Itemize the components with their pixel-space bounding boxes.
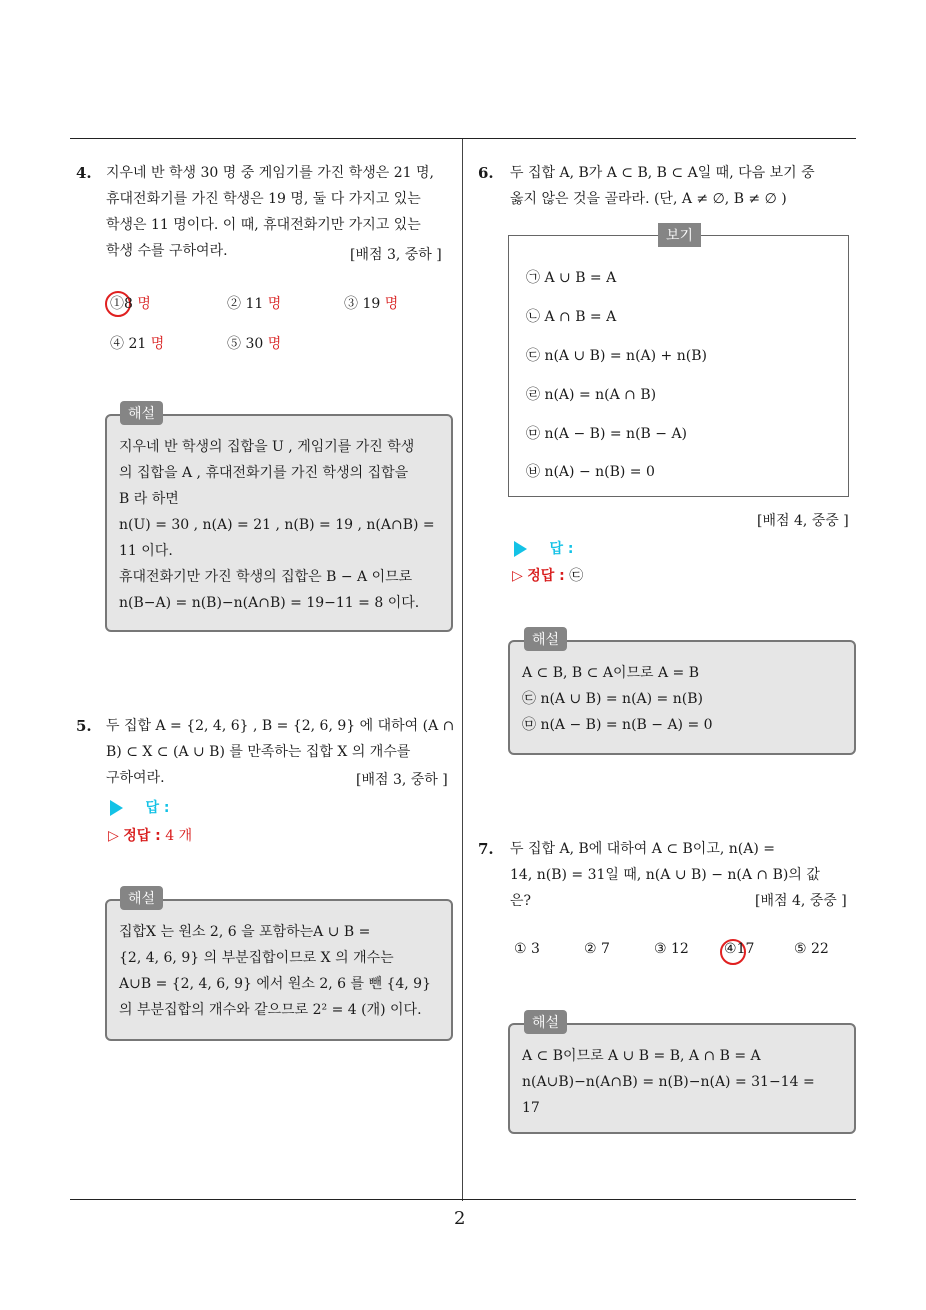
expl-line: B 라 하면 [119, 491, 179, 507]
q5-line: B) ⊂ X ⊂ (A ∪ B) 를 만족하는 집합 X 의 개수를 [106, 744, 411, 760]
q4-line: 학생은 11 명이다. 이 때, 휴대전화기만 가지고 있는 [106, 217, 421, 233]
q7-line: 두 집합 A, B에 대하여 A ⊂ B이고, n(A) = [510, 841, 775, 857]
expl-line: 지우네 반 학생의 집합을 U , 게임기를 가진 학생 [119, 439, 415, 455]
expl-line: {2, 4, 6, 9} 의 부분집합이므로 X 의 개수는 [119, 950, 394, 966]
q7-number: 7. [478, 840, 494, 858]
q4-line: 학생 수를 구하여라. [106, 243, 228, 259]
q4-line: 휴대전화기를 가진 학생은 19 명, 둘 다 가지고 있는 [106, 191, 421, 207]
q6-item: ㉣ n(A) = n(A ∩ B) [526, 387, 657, 403]
q4-score: [배점 3, 중하 ] [350, 247, 442, 263]
expl-line: n(U) = 30 , n(A) = 21 , n(B) = 19 , n(A∩B) = [119, 517, 435, 533]
q4-choice-2[interactable]: ② 11 명 [227, 296, 282, 312]
outline-triangle-icon: ▷ [512, 568, 523, 584]
q6-bogi-tag: 보기 [658, 223, 701, 247]
expl-line: 의 집합을 A , 휴대전화기를 가진 학생의 집합을 [119, 465, 409, 481]
q5-explanation-tag: 해설 [120, 886, 163, 910]
outline-triangle-icon: ▷ [108, 828, 119, 844]
q6-text [510, 160, 860, 212]
q6-correct-label: 정답 : [527, 568, 565, 584]
q5-answer-row [110, 797, 169, 817]
expl-line: n(B−A) = n(B)−n(A∩B) = 19−11 = 8 이다. [119, 595, 420, 611]
play-triangle-icon [514, 541, 527, 557]
expl-line: 17 [522, 1100, 540, 1116]
expl-line: n(A∪B)−n(A∩B) = n(B)−n(A) = 31−14 = [522, 1074, 815, 1090]
q6-item: ㉥ n(A) − n(B) = 0 [526, 464, 655, 480]
q4-choice-3[interactable]: ③ 19 명 [344, 296, 399, 312]
expl-line: 의 부분집합의 개수와 같으므로 2² = 4 (개) 이다. [119, 1002, 422, 1018]
q5-answer-label: 답 : [145, 800, 170, 816]
q7-explanation-tag: 해설 [524, 1010, 567, 1034]
q7-choice-2[interactable]: ② 7 [584, 941, 610, 957]
expl-line: ㉤ n(A − B) = n(B − A) = 0 [522, 717, 713, 733]
q7-choice-3[interactable]: ③ 12 [654, 941, 689, 957]
q6-item: ㉤ n(A − B) = n(B − A) [526, 426, 688, 442]
page-number: 2 [454, 1208, 466, 1229]
expl-line: 집합X 는 원소 2, 6 을 포함하는A ∪ B = [119, 924, 371, 940]
q5-explanation-box [105, 899, 453, 1041]
q6-explanation-tag: 해설 [524, 627, 567, 651]
q7-explanation-box [508, 1023, 856, 1134]
q5-line: 두 집합 A = {2, 4, 6} , B = {2, 6, 9} 에 대하여 (A ∩ [106, 718, 455, 734]
q6-answer-label: 답 : [549, 541, 574, 557]
bottom-rule [70, 1199, 856, 1200]
q5-line: 구하여라. [106, 770, 165, 786]
q5-number: 5. [76, 717, 92, 735]
q7-choice-4[interactable]: ④17 [724, 941, 755, 957]
q6-correct-value: ㉢ [569, 568, 584, 584]
top-rule [70, 138, 856, 139]
q4-choice-1[interactable]: ①8 명 [110, 296, 151, 312]
q4-number: 4. [76, 164, 92, 182]
expl-line: A∪B = {2, 4, 6, 9} 에서 원소 2, 6 를 뺀 {4, 9} [119, 976, 431, 992]
q7-choice-1[interactable]: ① 3 [514, 941, 540, 957]
q7-choice-5[interactable]: ⑤ 22 [794, 941, 829, 957]
q7-score: [배점 4, 중중 ] [755, 893, 847, 909]
q5-correct-value: 4 개 [165, 828, 193, 844]
q4-explanation-box [105, 414, 453, 632]
q4-choice-5[interactable]: ⑤ 30 명 [227, 336, 282, 352]
q6-answer-row [514, 538, 573, 558]
expl-line: 11 이다. [119, 543, 173, 559]
q5-correct-row [108, 825, 192, 845]
play-triangle-icon [110, 800, 123, 816]
q6-correct-row [512, 565, 583, 585]
q6-line: 두 집합 A, B가 A ⊂ B, B ⊂ A일 때, 다음 보기 중 [510, 165, 815, 181]
expl-line: ㉢ n(A ∪ B) = n(A) = n(B) [522, 691, 703, 707]
q4-line: 지우네 반 학생 30 명 중 게임기를 가진 학생은 21 명, [106, 165, 435, 181]
q5-score: [배점 3, 중하 ] [356, 772, 448, 788]
q6-item: ㉠ A ∪ B = A [526, 270, 617, 286]
q6-score: [배점 4, 중중 ] [757, 513, 849, 529]
q4-choice-4[interactable]: ④ 21 명 [110, 336, 165, 352]
column-divider [462, 139, 463, 1201]
q5-correct-label: 정답 : [123, 828, 161, 844]
q7-line: 은? [510, 893, 532, 909]
expl-line: 휴대전화기만 가진 학생의 집합은 B − A 이므로 [119, 569, 413, 585]
q7-line: 14, n(B) = 31일 때, n(A ∪ B) − n(A ∩ B)의 값 [510, 867, 820, 883]
q6-item: ㉡ A ∩ B = A [526, 309, 617, 325]
q6-item: ㉢ n(A ∪ B) = n(A) + n(B) [526, 348, 707, 364]
q6-explanation-box [508, 640, 856, 755]
expl-line: A ⊂ B, B ⊂ A이므로 A = B [522, 665, 700, 681]
q6-number: 6. [478, 164, 494, 182]
q4-explanation-tag: 해설 [120, 401, 163, 425]
expl-line: A ⊂ B이므로 A ∪ B = B, A ∩ B = A [522, 1048, 761, 1064]
q6-line: 옳지 않은 것을 골라라. (단, A ≠ ∅, B ≠ ∅ ) [510, 191, 787, 207]
